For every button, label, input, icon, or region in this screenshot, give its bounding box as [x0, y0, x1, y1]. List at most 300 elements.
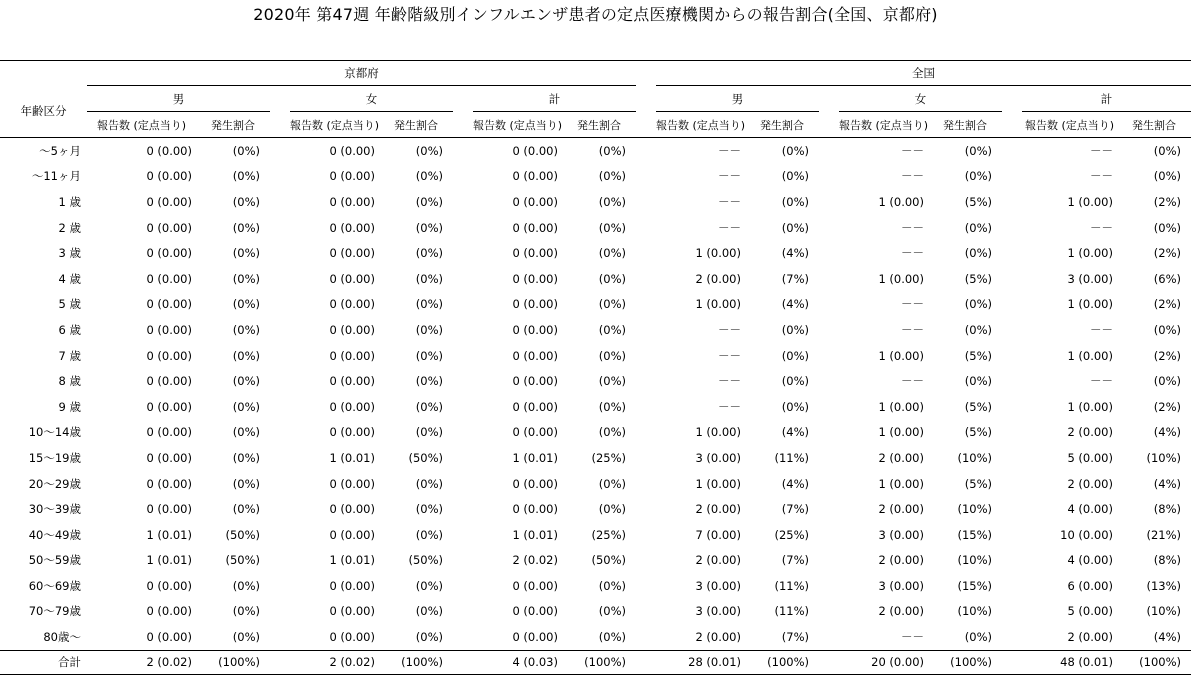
ratio-cell: (10%) — [957, 604, 992, 619]
ratio-cell: (0%) — [379, 138, 453, 164]
ratio-cell: (0%) — [964, 322, 992, 337]
ratio-cell: (4%) — [781, 425, 809, 440]
ratio-cell: (5%) — [964, 271, 992, 286]
count-cell: 0 (0.00) — [146, 399, 192, 414]
count-cell: 0 (0.00) — [329, 399, 375, 414]
count-cell: 0 (0.00) — [512, 630, 558, 645]
count-cell: 0 (0.00) — [146, 169, 192, 184]
count-cell: －－ — [718, 399, 741, 414]
subheader-ratio: 発生割合 — [928, 112, 1002, 138]
ratio-cell: (0%) — [598, 425, 626, 440]
header-age: 年齢区分 — [20, 104, 67, 119]
subheader-ratio: 発生割合 — [745, 112, 819, 138]
count-cell: 2 (0.00) — [695, 553, 741, 568]
count-cell: 0 (0.00) — [512, 604, 558, 619]
count-cell: 1 (0.00) — [1067, 297, 1113, 312]
count-cell: 1 (0.00) — [695, 246, 741, 261]
table-row — [0, 624, 1191, 650]
count-cell: 0 (0.00) — [329, 502, 375, 517]
count-cell: 0 (0.00) — [512, 322, 558, 337]
ratio-cell: (0%) — [415, 246, 443, 261]
ratio-cell: (0%) — [598, 476, 626, 491]
ratio-cell: (0%) — [232, 476, 260, 491]
ratio-cell: (0%) — [598, 399, 626, 414]
count-cell: －－ — [1090, 322, 1113, 337]
ratio-cell: (13%) — [1146, 578, 1181, 593]
count-cell: 3 (0.00) — [695, 604, 741, 619]
count-cell: 0 (0.00) — [329, 194, 375, 209]
ratio-cell: (0%) — [232, 348, 260, 363]
count-cell: 0 (0.00) — [329, 476, 375, 491]
age-cell: 20～29歳 — [28, 476, 81, 491]
count-cell: 0 (0.00) — [512, 271, 558, 286]
count-cell: －－ — [718, 220, 741, 235]
count-cell: 0 (0.00) — [290, 138, 379, 164]
ratio-cell: (100%) — [1117, 650, 1191, 674]
ratio-cell: (0%) — [598, 578, 626, 593]
count-cell: 0 (0.00) — [146, 604, 192, 619]
ratio-cell: (100%) — [562, 650, 636, 674]
count-cell: 1 (0.01) — [146, 553, 192, 568]
count-cell: 1 (0.00) — [1067, 348, 1113, 363]
ratio-cell: (25%) — [591, 450, 626, 465]
subheader-ratio: 発生割合 — [562, 112, 636, 138]
ratio-cell: (4%) — [781, 476, 809, 491]
ratio-cell: (2%) — [1153, 194, 1181, 209]
ratio-cell: (0%) — [964, 297, 992, 312]
ratio-cell: (0%) — [781, 194, 809, 209]
count-cell: 0 (0.00) — [87, 138, 196, 164]
ratio-cell: (7%) — [781, 502, 809, 517]
table-row — [0, 317, 1191, 343]
header-region-national: 全国 — [656, 61, 1191, 86]
count-cell: －－ — [901, 297, 924, 312]
count-cell: 0 (0.00) — [329, 630, 375, 645]
count-cell: 5 (0.00) — [1067, 604, 1113, 619]
count-cell: 1 (0.00) — [1067, 194, 1113, 209]
ratio-cell: (6%) — [1153, 271, 1181, 286]
ratio-cell: (0%) — [598, 194, 626, 209]
ratio-cell: (11%) — [774, 578, 809, 593]
count-cell: －－ — [1022, 138, 1117, 164]
ratio-cell: (4%) — [1153, 476, 1181, 491]
ratio-cell: (0%) — [232, 194, 260, 209]
ratio-cell: (0%) — [781, 220, 809, 235]
count-cell: 0 (0.00) — [146, 194, 192, 209]
count-cell: 0 (0.00) — [146, 322, 192, 337]
table-row — [0, 189, 1191, 215]
count-cell: 1 (0.00) — [878, 348, 924, 363]
count-cell: －－ — [718, 322, 741, 337]
count-cell: 0 (0.00) — [146, 220, 192, 235]
count-cell: 1 (0.01) — [329, 450, 375, 465]
count-cell: 6 (0.00) — [1067, 578, 1113, 593]
ratio-cell: (100%) — [745, 650, 819, 674]
ratio-cell: (0%) — [232, 399, 260, 414]
count-cell: 2 (0.00) — [1067, 425, 1113, 440]
ratio-cell: (100%) — [928, 650, 1002, 674]
ratio-cell: (0%) — [781, 169, 809, 184]
count-cell: 0 (0.00) — [512, 425, 558, 440]
count-cell: 3 (0.00) — [878, 527, 924, 542]
count-cell: 0 (0.00) — [146, 246, 192, 261]
count-cell: 2 (0.00) — [695, 502, 741, 517]
count-cell: 0 (0.00) — [329, 425, 375, 440]
count-cell: 3 (0.00) — [695, 450, 741, 465]
ratio-cell: (0%) — [598, 348, 626, 363]
count-cell: 2 (0.00) — [878, 553, 924, 568]
ratio-cell: (0%) — [598, 169, 626, 184]
ratio-cell: (0%) — [415, 604, 443, 619]
count-cell: 48 (0.01) — [1022, 650, 1117, 674]
subheader-count: 報告数 (定点当り) — [473, 112, 562, 138]
ratio-cell: (0%) — [598, 297, 626, 312]
page-title: 2020年 第47週 年齢階級別インフルエンザ患者の定点医療機関からの報告割合(全国、京都府) — [253, 5, 938, 24]
age-cell: 15～19歳 — [28, 450, 81, 465]
ratio-cell: (0%) — [232, 604, 260, 619]
ratio-cell: (0%) — [598, 374, 626, 389]
count-cell: 0 (0.00) — [512, 502, 558, 517]
table-row — [0, 292, 1191, 318]
ratio-cell: (25%) — [591, 527, 626, 542]
subheader-count: 報告数 (定点当り) — [290, 112, 379, 138]
ratio-cell: (0%) — [415, 322, 443, 337]
count-cell: 1 (0.00) — [878, 271, 924, 286]
ratio-cell: (10%) — [957, 450, 992, 465]
count-cell: 1 (0.00) — [695, 476, 741, 491]
subheader-ratio: 発生割合 — [196, 112, 270, 138]
age-cell: 80歳～ — [43, 630, 81, 645]
ratio-cell: (15%) — [957, 578, 992, 593]
count-cell: 0 (0.00) — [329, 578, 375, 593]
age-cell: 5 歳 — [58, 297, 81, 312]
ratio-cell: (0%) — [232, 630, 260, 645]
ratio-cell: (0%) — [415, 374, 443, 389]
ratio-cell: (0%) — [232, 169, 260, 184]
table-row — [0, 138, 1191, 164]
age-cell: 9 歳 — [58, 399, 81, 414]
count-cell: －－ — [1090, 374, 1113, 389]
count-cell: 7 (0.00) — [695, 527, 741, 542]
ratio-cell: (0%) — [964, 630, 992, 645]
ratio-cell: (50%) — [225, 553, 260, 568]
count-cell: 0 (0.00) — [329, 297, 375, 312]
ratio-cell: (0%) — [415, 220, 443, 235]
count-cell: 0 (0.00) — [146, 502, 192, 517]
ratio-cell: (50%) — [225, 527, 260, 542]
ratio-cell: (0%) — [232, 297, 260, 312]
count-cell: 0 (0.00) — [512, 297, 558, 312]
count-cell: －－ — [901, 246, 924, 261]
subheader-count: 報告数 (定点当り) — [1022, 112, 1117, 138]
count-cell: 0 (0.00) — [512, 348, 558, 363]
ratio-cell: (4%) — [781, 246, 809, 261]
count-cell: 0 (0.00) — [146, 578, 192, 593]
count-cell: 3 (0.00) — [695, 578, 741, 593]
count-cell: 1 (0.01) — [329, 553, 375, 568]
count-cell: 0 (0.00) — [329, 374, 375, 389]
ratio-cell: (0%) — [232, 502, 260, 517]
ratio-cell: (8%) — [1153, 502, 1181, 517]
count-cell: 1 (0.00) — [878, 399, 924, 414]
ratio-cell: (0%) — [598, 246, 626, 261]
count-cell: 0 (0.00) — [329, 271, 375, 286]
count-cell: 1 (0.00) — [695, 425, 741, 440]
table-row — [0, 573, 1191, 599]
ratio-cell: (0%) — [415, 630, 443, 645]
ratio-cell: (0%) — [598, 271, 626, 286]
ratio-cell: (0%) — [598, 502, 626, 517]
ratio-cell: (2%) — [1153, 297, 1181, 312]
ratio-cell: (11%) — [774, 604, 809, 619]
ratio-cell: (0%) — [1153, 220, 1181, 235]
count-cell: －－ — [901, 630, 924, 645]
count-cell: 0 (0.00) — [146, 271, 192, 286]
table-row — [0, 650, 1191, 674]
ratio-cell: (0%) — [781, 322, 809, 337]
count-cell: 4 (0.00) — [1067, 502, 1113, 517]
subheader-ratio: 発生割合 — [379, 112, 453, 138]
ratio-cell: (0%) — [415, 194, 443, 209]
age-cell: 2 歳 — [58, 220, 81, 235]
count-cell: 1 (0.01) — [512, 450, 558, 465]
ratio-cell: (0%) — [415, 425, 443, 440]
table-row — [0, 164, 1191, 190]
count-cell: 0 (0.00) — [146, 450, 192, 465]
age-cell: 6 歳 — [58, 322, 81, 337]
count-cell: 2 (0.00) — [695, 271, 741, 286]
age-cell: 8 歳 — [58, 374, 81, 389]
header-kyoto-total: 計 — [473, 86, 636, 112]
count-cell: 2 (0.00) — [878, 604, 924, 619]
age-cell: 7 歳 — [58, 348, 81, 363]
table-row — [0, 215, 1191, 241]
age-cell: 10～14歳 — [28, 425, 81, 440]
table-row — [0, 471, 1191, 497]
header-blank — [0, 61, 87, 86]
ratio-cell: (0%) — [781, 374, 809, 389]
ratio-cell: (5%) — [964, 476, 992, 491]
subheader-ratio: 発生割合 — [1117, 112, 1191, 138]
count-cell: 0 (0.00) — [329, 348, 375, 363]
count-cell: 1 (0.01) — [146, 527, 192, 542]
count-cell: 2 (0.02) — [512, 553, 558, 568]
count-cell: 1 (0.00) — [1067, 246, 1113, 261]
count-cell: 0 (0.00) — [329, 246, 375, 261]
table-row — [0, 445, 1191, 471]
ratio-cell: (0%) — [415, 399, 443, 414]
table-row — [0, 343, 1191, 369]
ratio-cell: (5%) — [964, 348, 992, 363]
count-cell: 0 (0.00) — [329, 169, 375, 184]
ratio-cell: (2%) — [1153, 246, 1181, 261]
ratio-cell: (0%) — [232, 425, 260, 440]
age-cell: 4 歳 — [58, 271, 81, 286]
ratio-cell: (0%) — [415, 476, 443, 491]
count-cell: 4 (0.00) — [1067, 553, 1113, 568]
ratio-cell: (25%) — [774, 527, 809, 542]
ratio-cell: (0%) — [232, 578, 260, 593]
count-cell: －－ — [901, 374, 924, 389]
age-cell: 60～69歳 — [28, 578, 81, 593]
ratio-cell: (0%) — [415, 527, 443, 542]
count-cell: 0 (0.00) — [146, 348, 192, 363]
ratio-cell: (50%) — [408, 450, 443, 465]
count-cell: 2 (0.00) — [878, 502, 924, 517]
ratio-cell: (0%) — [232, 246, 260, 261]
count-cell: 2 (0.00) — [695, 630, 741, 645]
ratio-cell: (0%) — [964, 220, 992, 235]
table-row — [0, 368, 1191, 394]
ratio-cell: (0%) — [781, 348, 809, 363]
header-national-total: 計 — [1022, 86, 1191, 112]
ratio-cell: (0%) — [196, 138, 270, 164]
ratio-cell: (0%) — [415, 502, 443, 517]
count-cell: 0 (0.00) — [512, 169, 558, 184]
ratio-cell: (0%) — [1153, 374, 1181, 389]
table-row — [0, 496, 1191, 522]
count-cell: －－ — [839, 138, 928, 164]
count-cell: 1 (0.01) — [512, 527, 558, 542]
age-cell: 70～79歳 — [28, 604, 81, 619]
subheader-count: 報告数 (定点当り) — [87, 112, 196, 138]
table-row — [0, 394, 1191, 420]
ratio-cell: (50%) — [408, 553, 443, 568]
ratio-cell: (0%) — [232, 322, 260, 337]
count-cell: 0 (0.00) — [146, 425, 192, 440]
ratio-cell: (0%) — [598, 630, 626, 645]
count-cell: 1 (0.00) — [1067, 399, 1113, 414]
age-cell: ～5ヶ月 — [0, 138, 87, 164]
count-cell: 0 (0.00) — [329, 527, 375, 542]
ratio-cell: (0%) — [415, 297, 443, 312]
ratio-cell: (0%) — [964, 169, 992, 184]
subheader-count: 報告数 (定点当り) — [656, 112, 745, 138]
count-cell: 0 (0.00) — [329, 322, 375, 337]
count-cell: －－ — [901, 220, 924, 235]
count-cell: 0 (0.00) — [146, 630, 192, 645]
table-row — [0, 522, 1191, 548]
age-cell: 1 歳 — [58, 194, 81, 209]
count-cell: 5 (0.00) — [1067, 450, 1113, 465]
table-row — [0, 240, 1191, 266]
count-cell: 0 (0.00) — [512, 578, 558, 593]
count-cell: 0 (0.00) — [329, 604, 375, 619]
ratio-cell: (10%) — [1146, 604, 1181, 619]
count-cell: 4 (0.03) — [473, 650, 562, 674]
ratio-cell: (11%) — [774, 450, 809, 465]
ratio-cell: (4%) — [781, 297, 809, 312]
header-kyoto-male: 男 — [87, 86, 270, 112]
count-cell: －－ — [656, 138, 745, 164]
ratio-cell: (0%) — [1153, 169, 1181, 184]
header-gap — [636, 61, 656, 86]
ratio-cell: (0%) — [415, 271, 443, 286]
header-national-female: 女 — [839, 86, 1002, 112]
age-cell: 3 歳 — [58, 246, 81, 261]
count-cell: 10 (0.00) — [1060, 527, 1113, 542]
ratio-cell: (10%) — [957, 502, 992, 517]
count-cell: －－ — [718, 169, 741, 184]
count-cell: 1 (0.00) — [695, 297, 741, 312]
ratio-cell: (5%) — [964, 399, 992, 414]
ratio-cell: (0%) — [232, 374, 260, 389]
ratio-cell: (2%) — [1153, 348, 1181, 363]
ratio-cell: (0%) — [232, 220, 260, 235]
count-cell: －－ — [1090, 220, 1113, 235]
count-cell: 1 (0.00) — [878, 194, 924, 209]
count-cell: 0 (0.00) — [146, 297, 192, 312]
ratio-cell: (0%) — [415, 348, 443, 363]
ratio-cell: (0%) — [562, 138, 636, 164]
ratio-cell: (8%) — [1153, 553, 1181, 568]
count-cell: 1 (0.00) — [878, 476, 924, 491]
ratio-cell: (0%) — [232, 271, 260, 286]
count-cell: 20 (0.00) — [839, 650, 928, 674]
ratio-cell: (7%) — [781, 630, 809, 645]
ratio-cell: (4%) — [1153, 630, 1181, 645]
count-cell: －－ — [718, 194, 741, 209]
ratio-cell: (7%) — [781, 553, 809, 568]
count-cell: 1 (0.00) — [878, 425, 924, 440]
ratio-cell: (0%) — [232, 450, 260, 465]
count-cell: 0 (0.00) — [512, 374, 558, 389]
age-cell: 合計 — [0, 650, 87, 674]
table-row — [0, 548, 1191, 574]
count-cell: 0 (0.00) — [512, 194, 558, 209]
header-kyoto-female: 女 — [290, 86, 453, 112]
count-cell: 0 (0.00) — [473, 138, 562, 164]
count-cell: 0 (0.00) — [146, 476, 192, 491]
ratio-cell: (0%) — [415, 578, 443, 593]
ratio-cell: (2%) — [1153, 399, 1181, 414]
ratio-cell: (0%) — [928, 138, 1002, 164]
count-cell: －－ — [718, 348, 741, 363]
ratio-cell: (0%) — [964, 374, 992, 389]
count-cell: 2 (0.02) — [290, 650, 379, 674]
count-cell: －－ — [901, 322, 924, 337]
count-cell: －－ — [718, 374, 741, 389]
ratio-cell: (21%) — [1146, 527, 1181, 542]
ratio-cell: (100%) — [196, 650, 270, 674]
ratio-cell: (5%) — [964, 425, 992, 440]
count-cell: 0 (0.00) — [512, 476, 558, 491]
count-cell: 0 (0.00) — [512, 220, 558, 235]
ratio-cell: (0%) — [598, 220, 626, 235]
count-cell: 0 (0.00) — [146, 374, 192, 389]
ratio-cell: (0%) — [598, 604, 626, 619]
age-cell: 40～49歳 — [28, 527, 81, 542]
table-row — [0, 420, 1191, 446]
count-cell: －－ — [901, 169, 924, 184]
count-cell: 0 (0.00) — [512, 246, 558, 261]
count-cell: 2 (0.02) — [87, 650, 196, 674]
ratio-cell: (0%) — [964, 246, 992, 261]
ratio-cell: (0%) — [415, 169, 443, 184]
count-cell: 0 (0.00) — [512, 399, 558, 414]
count-cell: 0 (0.00) — [329, 220, 375, 235]
ratio-cell: (0%) — [1117, 138, 1191, 164]
age-cell: ～11ヶ月 — [31, 169, 81, 184]
header-national-male: 男 — [656, 86, 819, 112]
count-cell: 2 (0.00) — [1067, 630, 1113, 645]
ratio-cell: (7%) — [781, 271, 809, 286]
age-cell: 30～39歳 — [28, 502, 81, 517]
count-cell: 2 (0.00) — [878, 450, 924, 465]
count-cell: 3 (0.00) — [878, 578, 924, 593]
influenza-age-table — [0, 60, 1191, 675]
count-cell: －－ — [1090, 169, 1113, 184]
